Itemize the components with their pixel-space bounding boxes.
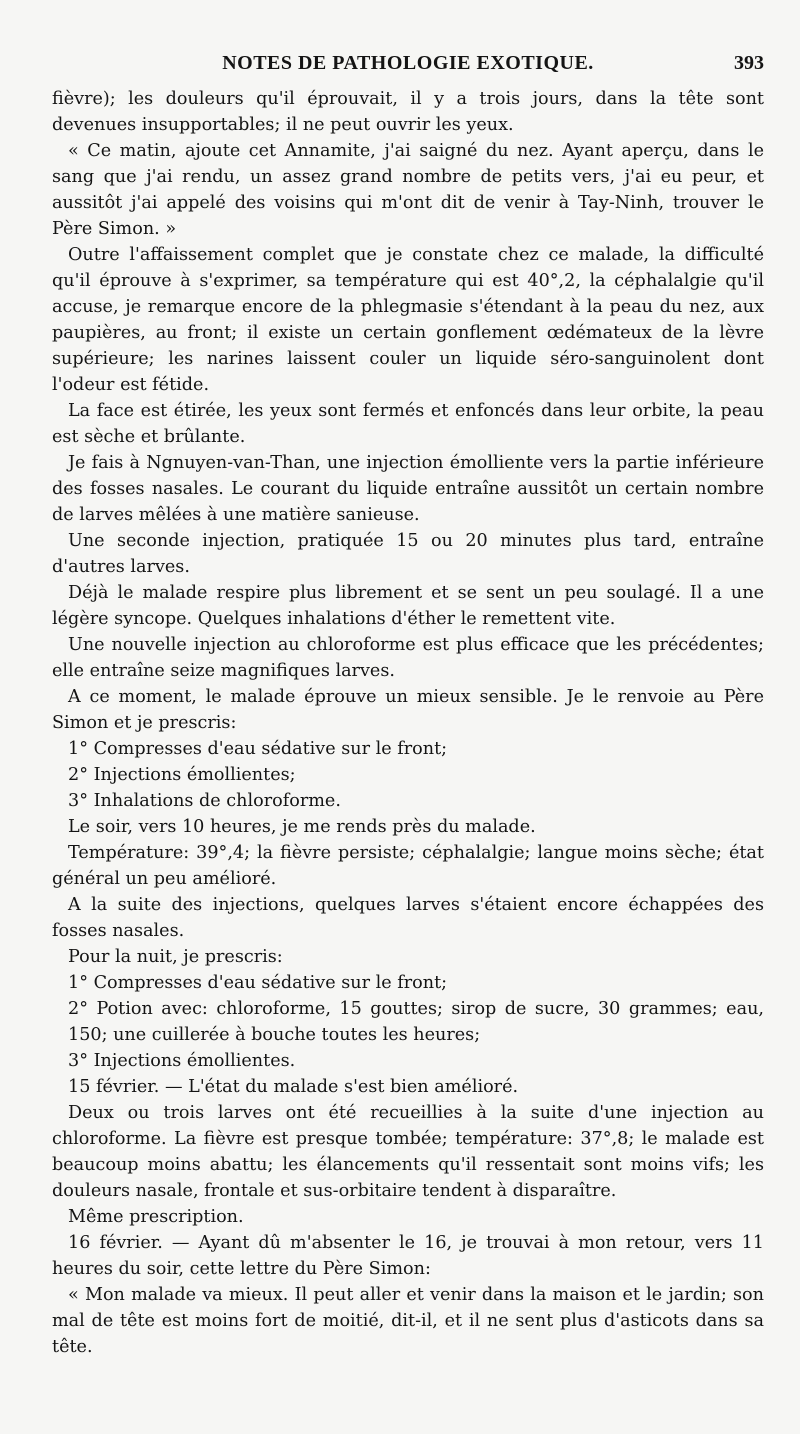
prescription-item: 2° Potion avec: chloroforme, 15 gouttes; sirop de sucre, 30 grammes; eau, 150; une cuillerée à bouche toutes les heures;: [68, 999, 764, 1045]
paragraph: A ce moment, le malade éprouve un mieux sensible. Je le renvoie au Père Simon et je prescris:: [52, 687, 764, 733]
page-number: 393: [734, 52, 764, 74]
paragraph: La face est étirée, les yeux sont fermés et enfoncés dans leur orbite, la peau est sèche et brûlante.: [52, 401, 764, 447]
paragraph: Déjà le malade respire plus librement et se sent un peu soulagé. Il a une légère syncope. Quelques inhalations d'éther le remettent vite.: [52, 583, 764, 629]
paragraph: Le soir, vers 10 heures, je me rends près du malade.: [68, 817, 536, 837]
paragraph: 16 février. — Ayant dû m'absenter le 16, je trouvai à mon retour, vers 11 heures du soir, cette lettre du Père Simon:: [52, 1233, 764, 1279]
paragraph: Pour la nuit, je prescris:: [68, 947, 283, 967]
prescription-item: 3° Injections émollientes.: [68, 1051, 296, 1071]
prescription-item: 2° Injections émollientes;: [68, 765, 296, 785]
prescription-item: 1° Compresses d'eau sédative sur le front;: [68, 739, 448, 759]
prescription-item: 1° Compresses d'eau sédative sur le front;: [68, 973, 448, 993]
paragraph: Outre l'affaissement complet que je constate chez ce malade, la difficulté qu'il éprouve à s'exprimer, sa température qui est 40°,2, la céphalalgie qu'il accuse, je remarque encore de la phlegmasie s'étendant à la peau du nez, aux paupières, au front; il existe un certain gonflement œdémateux de la lèvre supérieure; les narines laissent couler un liquide séro-sanguinolent dont l'odeur est fétide.: [52, 245, 764, 395]
prescription-item: 3° Inhalations de chloroforme.: [68, 791, 341, 811]
paragraph: Même prescription.: [68, 1207, 244, 1227]
paragraph: Une seconde injection, pratiquée 15 ou 20 minutes plus tard, entraîne d'autres larves.: [52, 531, 764, 577]
paragraph: Température: 39°,4; la fièvre persiste; céphalalgie; langue moins sèche; état général un peu amélioré.: [52, 843, 764, 889]
paragraph: « Mon malade va mieux. Il peut aller et venir dans la maison et le jardin; son mal de tête est moins fort de moitié, dit-il, et il ne sent plus d'asticots dans sa tête.: [52, 1285, 764, 1357]
paragraph: Deux ou trois larves ont été recueillies à la suite d'une injection au chloroforme. La fièvre est presque tombée; température: 37°,8; le malade est beaucoup moins abattu; les élancements qu'il ressentait sont moins vifs; les douleurs nasale, frontale et sus-orbitaire tendent à disparaître.: [52, 1103, 764, 1201]
page-header: [52, 52, 764, 82]
paragraph: A la suite des injections, quelques larves s'étaient encore échappées des fosses nasales.: [52, 895, 764, 941]
paragraph: Je fais à Ngnuyen-van-Than, une injection émolliente vers la partie inférieure des fosses nasales. Le courant du liquide entraîne aussitôt un certain nombre de larves mêlées à une matière sanieuse.: [52, 453, 764, 525]
body-text: [52, 86, 764, 1360]
running-title: NOTES DE PATHOLOGIE EXOTIQUE.: [222, 52, 594, 74]
paragraph: fièvre); les douleurs qu'il éprouvait, il y a trois jours, dans la tête sont devenues insupportables; il ne peut ouvrir les yeux.: [52, 89, 764, 135]
paragraph: « Ce matin, ajoute cet Annamite, j'ai saigné du nez. Ayant aperçu, dans le sang que j'ai rendu, un assez grand nombre de petits vers, j'ai eu peur, et aussitôt j'ai appelé des voisins qui m'ont dit de venir à Tay-Ninh, trouver le Père Simon. »: [52, 141, 764, 239]
paragraph: 15 février. — L'état du malade s'est bien amélioré.: [68, 1077, 519, 1097]
paragraph: Une nouvelle injection au chloroforme est plus efficace que les précédentes; elle entraîne seize magnifiques larves.: [52, 635, 764, 681]
